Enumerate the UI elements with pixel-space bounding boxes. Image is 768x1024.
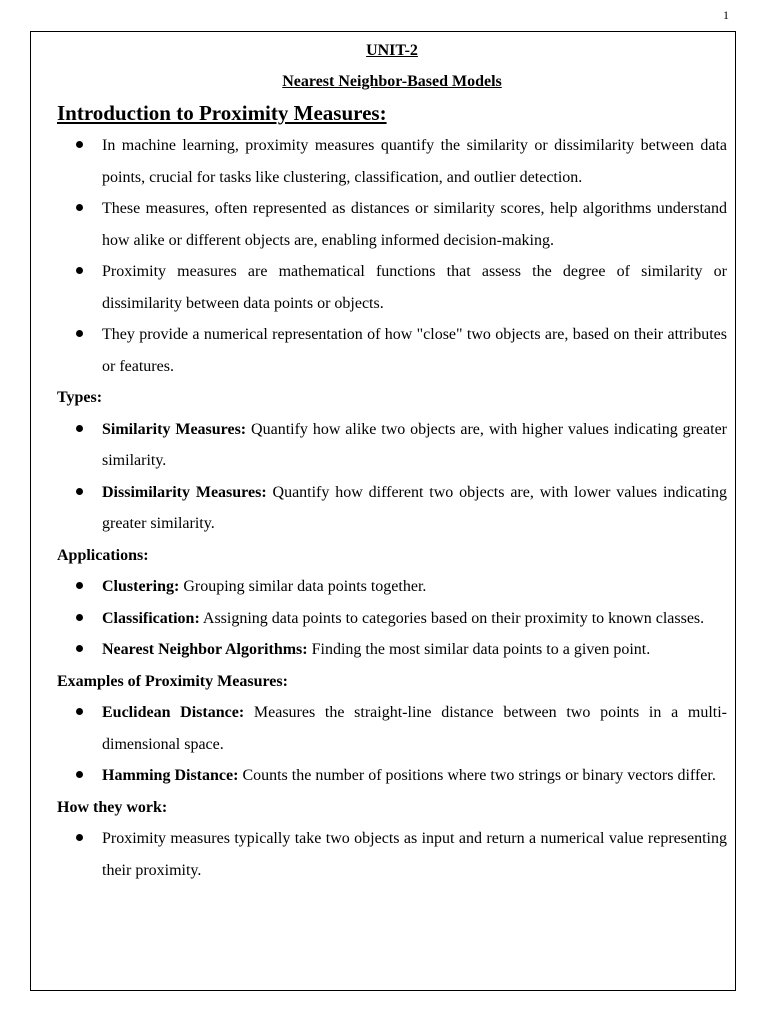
bullet-icon [76, 330, 83, 337]
examples-heading: Examples of Proximity Measures: [57, 672, 288, 690]
list-item [57, 256, 727, 319]
list-item [57, 319, 727, 382]
how-they-work-heading: How they work: [57, 798, 168, 816]
bullet-icon [76, 708, 83, 715]
list-item [57, 634, 727, 666]
bullet-icon [76, 771, 83, 778]
bullet-icon [76, 582, 83, 589]
document-content [57, 40, 727, 886]
bullet-icon [76, 425, 83, 432]
term-label: Dissimilarity Measures: [102, 483, 267, 501]
page-number: 1 [723, 8, 729, 22]
term-description: Assigning data points to categories based on their proximity to known classes. [199, 609, 705, 627]
term-description: Grouping similar data points together. [179, 578, 427, 595]
list-item [57, 697, 727, 760]
intro-bullet-list [57, 130, 727, 382]
examples-list [57, 697, 727, 792]
unit-title: UNIT-2 [366, 42, 418, 59]
term-description: Quantify how alike two objects are, with higher values indicating greater similarity. [102, 420, 727, 469]
term-description: Counts the number of positions where two strings or binary vectors differ. [238, 767, 716, 784]
types-heading: Types: [57, 389, 103, 406]
bullet-icon [76, 834, 83, 841]
list-item [57, 193, 727, 256]
term-description: Measures the straight-line distance between two points in a multi-dimensional space. [102, 704, 728, 753]
bullet-icon [76, 614, 83, 621]
document-subtitle: Nearest Neighbor-Based Models [282, 73, 502, 90]
list-item [57, 477, 727, 540]
bullet-icon [76, 267, 83, 274]
types-list [57, 414, 727, 540]
list-item-text: In machine learning, proximity measures quantify the similarity or dissimilarity between data points, crucial for tasks like clustering, classification, and outlier detection. [102, 137, 727, 186]
list-item-text: Proximity measures typically take two objects as input and return a numerical value representing their proximity. [102, 830, 727, 879]
list-item-text: These measures, often represented as distances or similarity scores, help algorithms understand how alike or different objects are, enabling informed decision-making. [102, 200, 727, 249]
term-description: Quantify how different two objects are, with lower values indicating greater similarity. [102, 483, 727, 532]
how-they-work-list [57, 823, 727, 886]
list-item-text: Proximity measures are mathematical functions that assess the degree of similarity or dissimilarity between data points or objects. [102, 263, 727, 312]
list-item [57, 760, 727, 792]
term-label: Similarity Measures: [102, 420, 247, 438]
list-item [57, 603, 727, 635]
list-item [57, 823, 727, 886]
bullet-icon [76, 204, 83, 211]
term-label: Euclidean Distance: [102, 704, 245, 721]
applications-heading: Applications: [57, 546, 149, 564]
term-label: Classification: [102, 609, 200, 627]
list-item [57, 130, 727, 193]
list-item [57, 414, 727, 477]
list-item [57, 571, 727, 603]
bullet-icon [76, 645, 83, 652]
term-label: Hamming Distance: [102, 767, 239, 784]
bullet-icon [76, 488, 83, 495]
term-description: Finding the most similar data points to a given point. [307, 641, 651, 658]
main-heading: Introduction to Proximity Measures: [57, 101, 387, 125]
bullet-icon [76, 141, 83, 148]
page-frame [30, 31, 736, 991]
term-label: Clustering: [102, 578, 180, 595]
applications-list [57, 571, 727, 666]
term-label: Nearest Neighbor Algorithms: [102, 641, 308, 658]
list-item-text: They provide a numerical representation of how "close" two objects are, based on their attributes or features. [102, 326, 727, 375]
